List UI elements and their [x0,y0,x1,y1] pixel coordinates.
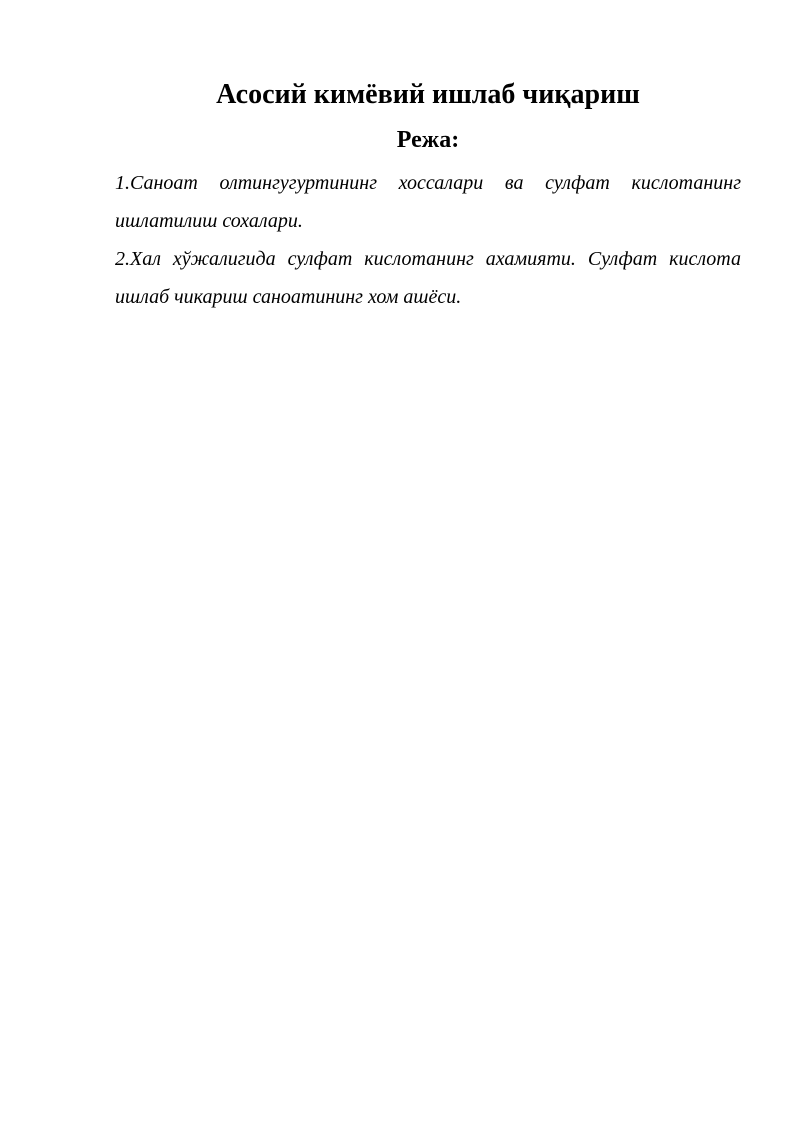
plan-item-1: 1.Саноат олтингугуртининг хоссалари ва сулфат кислотанинг ишлатилиш сохалари. [115,172,741,232]
document-content [115,76,741,316]
plan-heading: Режа: [396,127,460,153]
plan-list [115,164,741,316]
plan-item-2: 2.Хал хўжалигида сулфат кислотанинг ахамияти. Сулфат кислота ишлаб чикариш саноатининг хом ашёси. [115,248,741,308]
document-title: Асосий кимёвий ишлаб чиқариш [216,79,640,110]
